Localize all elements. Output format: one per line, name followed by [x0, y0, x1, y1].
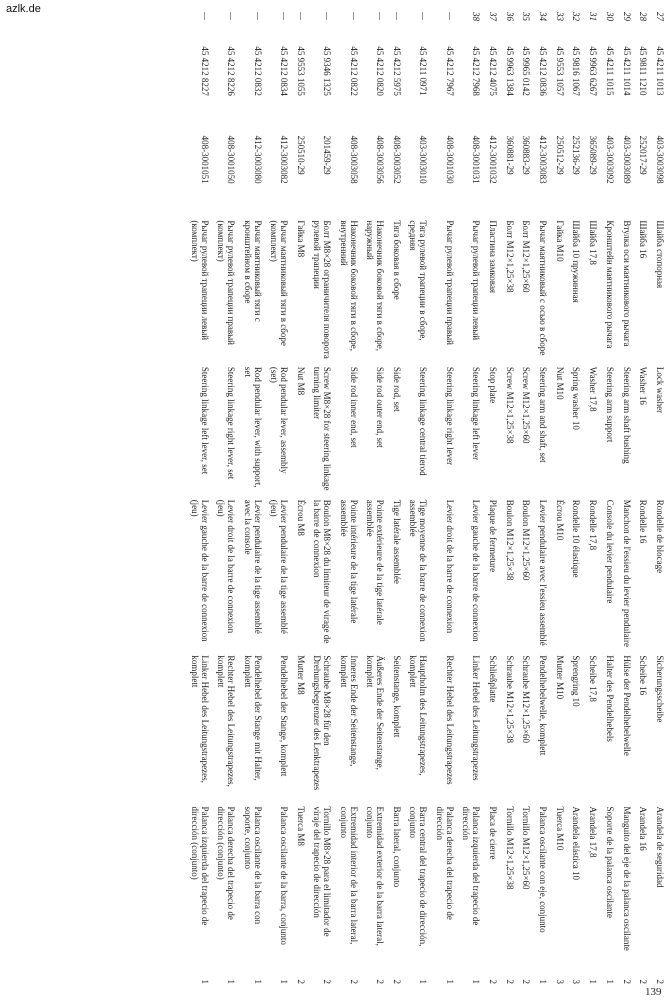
quantity: 1	[199, 979, 210, 984]
name-russian: Втулка оси маятникового рычага	[621, 220, 632, 347]
name-english: Steering linkage central tierod	[418, 366, 429, 476]
name-french: Levier gauche de la barre de connexion (jeu)	[190, 499, 210, 642]
name-english: Nut M10	[554, 366, 565, 400]
table-row	[291, 8, 308, 988]
name-russian: Рычаг рулевой трапеции левый	[471, 220, 482, 341]
ref-number: —	[348, 12, 359, 21]
catalog-number: 412-3001032	[487, 135, 498, 184]
quantity: 1	[226, 979, 237, 984]
name-russian: Болт М8×28 ограничителя поворота рулевой трапеции	[312, 220, 333, 359]
name-english: Side rod outer end, set	[375, 366, 386, 448]
catalog-number: 201459-29	[322, 135, 333, 175]
ref-number: 37	[487, 12, 498, 21]
table-row	[600, 8, 617, 988]
name-german: Pendelhebel der Stange mit Halter, komplett	[242, 655, 263, 781]
name-russian: Наконечник боковой тяги в сборе, наружный	[365, 220, 386, 352]
table-row	[430, 8, 456, 988]
ref-number: 29	[621, 12, 632, 21]
part-number: 45 4212 8227	[199, 46, 210, 96]
name-german: Hauptholm des Leitungstrapezes, komplett	[408, 655, 429, 776]
name-spanish: Soporte de la palanca oscilante	[604, 806, 615, 918]
name-german: Rechter Hebel des Leitungstrapezes, komplett	[216, 655, 237, 787]
quantity: 3	[554, 979, 565, 984]
name-english: Side rod inner end, set	[348, 366, 359, 448]
part-number: 45 9811 1210	[638, 46, 649, 96]
name-french: Rondelle 17,8	[588, 499, 599, 551]
part-number: 45 4212 7968	[471, 46, 482, 96]
part-number: 45 4212 8226	[226, 46, 237, 96]
name-german: Mutter M8	[295, 655, 306, 695]
name-french: Boulon M8×28 du limiteur de virage de la barre de connexion	[312, 499, 333, 644]
name-english: Steering linkage left lever, set	[199, 366, 210, 475]
ref-number: —	[322, 12, 333, 21]
part-number: 45 4212 0820	[375, 46, 386, 96]
catalog-number: 408-3001031	[471, 135, 482, 184]
name-spanish: Tornillo M12×1,25×60	[521, 806, 532, 890]
name-spanish: Manguito del eje de la palanca oscilante	[621, 806, 632, 951]
catalog-number: 408-3003056	[375, 135, 386, 184]
name-russian: Болт М12×1,25×60	[521, 220, 532, 293]
part-number: 45 4212 0822	[348, 46, 359, 96]
part-number: 45 4211 1014	[621, 46, 632, 96]
name-german: Linker Hebel des Leitungstrapezes	[471, 655, 482, 781]
quantity: 1	[604, 979, 615, 984]
quantity: 2	[655, 979, 665, 984]
catalog-number: 360881-29	[504, 135, 515, 175]
watermark: azlk.de	[6, 3, 41, 15]
name-german: Schließplatte	[487, 655, 498, 703]
name-german: Linker Hebel des Leitungstrapezes, komplett	[190, 655, 210, 783]
catalog-number: 252017-29	[638, 135, 649, 175]
catalog-number: 403-3003010	[418, 135, 429, 184]
table-row	[567, 8, 584, 988]
table-row	[500, 8, 517, 988]
table-row	[533, 8, 550, 988]
catalog-number: 403-3003089	[621, 135, 632, 184]
name-spanish: Arandela de seguridad	[655, 806, 665, 888]
table-row	[185, 8, 211, 988]
name-english: Spring washer 10	[571, 366, 582, 430]
table-row	[583, 8, 600, 988]
parts-table-body	[185, 8, 667, 988]
name-french: Pointe extérieure de la tige latérale assemblée	[365, 499, 386, 625]
name-english: Steering linkage left lever	[471, 366, 482, 461]
name-french: Boulon M12×1,25×38	[504, 499, 515, 581]
name-german: Rechter Hebel des Leitungstrapezes	[444, 655, 455, 785]
part-number: 45 9963 1384	[504, 46, 515, 96]
name-english: Screw M8×28 for steering linkage turning limiter	[312, 366, 333, 491]
name-german: Schraube M8×28 für den Drehungsbegrenzer des Lenktrapezes	[312, 655, 333, 791]
table-row	[457, 8, 483, 988]
ref-number: —	[252, 12, 263, 21]
ref-number: 28	[638, 12, 649, 21]
ref-number: 35	[521, 12, 532, 21]
name-german: Sprengring 10	[571, 655, 582, 707]
name-french: Levier pendulaire de la tige assemblé (jeu)	[269, 499, 290, 634]
name-french: Levier pendulaire avec l'essieu assemblé	[537, 499, 548, 646]
name-german: Mutter M10	[554, 655, 565, 700]
catalog-number: 250512-29	[554, 135, 565, 175]
name-russian: Наконечник боковой тяги в сборе, внутренний	[338, 220, 359, 352]
name-russian: Рычаг маятниковый с осью в сборе	[537, 220, 548, 356]
name-french: Console du levier pendulaire	[604, 499, 615, 604]
name-french: Levier pendulaire de la tige assemblé avec la console	[242, 499, 263, 634]
name-russian: Пластина замковая	[487, 220, 498, 294]
name-french: Tige moyenne de la barre de connexion assemblée	[408, 499, 429, 642]
part-number: 45 4212 7967	[444, 46, 455, 96]
quantity: 1	[588, 979, 599, 984]
name-spanish: Tornillo M12×1,25×38	[504, 806, 515, 890]
quantity: 2	[348, 979, 359, 984]
name-german: Pendelhebel der Stange, komplett	[279, 655, 290, 777]
name-french: Écrou M8	[295, 499, 306, 536]
name-french: Rondelle 10 élastique	[571, 499, 582, 578]
catalog-number: 408-3003058	[348, 135, 359, 184]
ref-number: 30	[604, 12, 615, 21]
part-number: 45 9553 1055	[295, 46, 306, 96]
quantity: 1	[252, 979, 263, 984]
name-german: Scheibe 17,8	[588, 655, 599, 702]
name-french: Tige latérale assemblée	[391, 499, 402, 584]
catalog-number: 408-3001030	[444, 135, 455, 184]
name-french: Manchon de l'essieu du levier pendulaire	[621, 499, 632, 648]
quantity: 1	[444, 979, 455, 984]
name-spanish: Arandela 17,8	[588, 806, 599, 858]
name-russian: Кронштейн маятникового рычага	[604, 220, 615, 349]
catalog-number: 360883-29	[521, 135, 532, 175]
name-spanish: Extremidad exterior de la barra lateral, conjunto	[365, 806, 386, 946]
name-spanish: Palanca oscilante con eje, conjunto	[537, 806, 548, 933]
name-french: Rondelle 16	[638, 499, 649, 544]
part-number: 45 4212 4075	[487, 46, 498, 96]
quantity: 1	[471, 979, 482, 984]
table-row	[265, 8, 291, 988]
table-row	[617, 8, 634, 988]
name-russian: Болт М12×1,25×38	[504, 220, 515, 293]
catalog-number: 403-3003098	[655, 135, 665, 184]
ref-number: —	[226, 12, 237, 21]
catalog-number: 408-3001050	[226, 135, 237, 184]
quantity: 3	[571, 979, 582, 984]
catalog-number: 412-3003083	[537, 135, 548, 184]
table-row	[361, 8, 387, 988]
quantity: 2	[322, 979, 333, 984]
catalog-number: 250510-29	[295, 135, 306, 175]
name-russian: Рычаг рулевой трапеции левый (комплект)	[190, 220, 210, 341]
name-french: Pointe intérieure de la tige latérale assemblée	[338, 499, 359, 624]
name-german: Pendelhebelwelle, komplett	[537, 655, 548, 756]
name-english: Washer 17,8	[588, 366, 599, 412]
catalog-number: 412-3003082	[279, 135, 290, 184]
name-russian: Шайба стопорная	[655, 220, 665, 289]
ref-number: —	[444, 12, 455, 21]
name-russian: Тяга рулевой трапеции в сборе, средняя	[408, 220, 429, 341]
quantity: 2	[295, 979, 306, 984]
table-row	[550, 8, 567, 988]
name-russian: Шайба 16	[638, 220, 649, 259]
table-row	[212, 8, 238, 988]
ref-number: —	[295, 12, 306, 21]
name-spanish: Placa de cierre	[487, 806, 498, 860]
name-german: Hülse der Pendelhebelwelle	[621, 655, 632, 756]
part-number: 45 4212 0834	[279, 46, 290, 96]
name-german: Seitenstange, komplett	[391, 655, 402, 738]
name-russian: Шайба 10 пружинная	[571, 220, 582, 303]
ref-number: —	[418, 12, 429, 21]
name-german: Inneres Ende der Seitenstange, komplett	[338, 655, 359, 767]
part-number: 45 4211 1015	[604, 46, 615, 96]
name-english: Rod pendular lever, assembly (set)	[269, 366, 290, 474]
name-german: Schraube M12×1,25×60	[521, 655, 532, 744]
name-german: Äußeres Ende der Seitenstange, komplett	[365, 655, 386, 770]
name-russian: Рычаг рулевой трапеции правый (комплект)	[216, 220, 237, 345]
quantity: 2	[521, 979, 532, 984]
table-row	[483, 8, 500, 988]
ref-number: —	[391, 12, 402, 21]
catalog-number: 412-3003080	[252, 135, 263, 184]
catalog-number: 408-3003052	[391, 135, 402, 184]
name-english: Stop plate	[487, 366, 498, 404]
name-spanish: Tornillo M8×28 para el limitador de viraje del trapecio de dirección	[312, 806, 333, 937]
page-number: 139	[645, 986, 662, 998]
name-english: Lock washer	[655, 366, 665, 414]
quantity: 2	[504, 979, 515, 984]
table-row	[238, 8, 264, 988]
parts-list-rotated	[7, 8, 667, 988]
part-number: 45 9963 6267	[588, 46, 599, 96]
name-spanish: Palanca derecha del trapecio de dirección	[434, 806, 455, 920]
name-french: Levier droit de la barre de connexion (jeu)	[216, 499, 237, 634]
name-french: Rondelle de blocage	[655, 499, 665, 574]
quantity: 2	[621, 979, 632, 984]
name-russian: Гайка М10	[554, 220, 565, 262]
catalog-number: 252136-29	[571, 135, 582, 175]
quantity: 2	[375, 979, 386, 984]
name-spanish: Tuerca M10	[554, 806, 565, 851]
name-spanish: Barra lateral, conjunto	[391, 806, 402, 888]
name-english: Steering arm and shaft, set	[537, 366, 548, 463]
table-row	[308, 8, 334, 988]
quantity: 2	[638, 979, 649, 984]
part-number: 45 4212 0836	[537, 46, 548, 96]
name-english: Nut M8	[295, 366, 306, 396]
parts-table	[185, 8, 667, 988]
ref-number: —	[279, 12, 290, 21]
ref-number: —	[199, 12, 210, 21]
name-french: Levier droit de la barre de connexion	[444, 499, 455, 634]
quantity: 2	[487, 979, 498, 984]
name-spanish: Barra central del trapecio de dirección, conjunto	[408, 806, 429, 947]
name-english: Screw M12×1,25×38	[504, 366, 515, 444]
name-english: Screw M12×1,25×60	[521, 366, 532, 444]
name-russian: Тяга боковая в сборе	[391, 220, 402, 300]
name-french: Plaque de fermeture	[487, 499, 498, 573]
table-row	[517, 8, 534, 988]
name-spanish: Palanca izquierda del trapecio de dirección (conjunto)	[190, 806, 210, 926]
quantity: 1	[537, 979, 548, 984]
catalog-number: 408-3001051	[199, 135, 210, 184]
name-german: Sicherungsscheibe	[655, 655, 665, 723]
quantity: 1	[418, 979, 429, 984]
name-english: Rod pendular lever, with support, set	[242, 366, 263, 488]
ref-number: 38	[471, 12, 482, 21]
ref-number: 31	[588, 12, 599, 21]
ref-number: 34	[537, 12, 548, 21]
name-russian: Гайка М8	[295, 220, 306, 258]
name-german: Schraube M12×1,25×38	[504, 655, 515, 744]
table-row	[334, 8, 360, 988]
name-english: Steering linkage right lever, set	[226, 366, 237, 480]
name-russian: Шайба 17,8	[588, 220, 599, 265]
ref-number: 36	[504, 12, 515, 21]
part-number: 45 4211 1013	[655, 46, 665, 96]
part-number: 45 9553 1057	[554, 46, 565, 96]
table-row	[650, 8, 667, 988]
name-german: Halter des Pendelhebels	[604, 655, 615, 742]
catalog-number: 403-3003092	[604, 135, 615, 184]
part-number: 45 4211 0971	[418, 46, 429, 96]
ref-number: —	[375, 12, 386, 21]
name-french: Boulon M12×1,25×60	[521, 499, 532, 581]
name-spanish: Palanca derecha del trapecio de dirección (conjunto)	[216, 806, 237, 920]
name-french: Levier gauche de la barre de connexion	[471, 499, 482, 642]
part-number: 45 4212 0832	[252, 46, 263, 96]
name-english: Steering arm support	[604, 366, 615, 443]
name-spanish: Palanca oscilante de la barra, conjunto	[279, 806, 290, 945]
table-row	[404, 8, 430, 988]
name-english: Washer 16	[638, 366, 649, 405]
table-row	[634, 8, 651, 988]
part-number: 45 9816 1067	[571, 46, 582, 96]
name-russian: Рычаг рулевой трапеции правый	[444, 220, 455, 345]
name-spanish: Palanca izquierda del trapecio de dirección	[461, 806, 482, 926]
ref-number: 32	[571, 12, 582, 21]
part-number: 45 9965 0142	[521, 46, 532, 96]
name-spanish: Extremidad interior de la barra lateral, conjunto	[338, 806, 359, 945]
name-russian: Рычаг маятниковый тяги в сборе (комплект)	[269, 220, 290, 346]
name-spanish: Arandela 16	[638, 806, 649, 851]
name-spanish: Tuerca M8	[295, 806, 306, 846]
catalog-number: 365089-29	[588, 135, 599, 175]
table-row	[387, 8, 404, 988]
name-german: Scheibe 16	[638, 655, 649, 696]
name-spanish: Arandela elástica 10	[571, 806, 582, 880]
ref-number: 27	[655, 12, 665, 21]
ref-number: 33	[554, 12, 565, 21]
part-number: 45 9346 1325	[322, 46, 333, 96]
quantity: 2	[391, 979, 402, 984]
name-english: Side rod, set	[391, 366, 402, 412]
name-spanish: Palanca oscilante de la barra con soporte, conjunto	[242, 806, 263, 925]
name-french: Écrou M10	[554, 499, 565, 541]
name-english: Steering linkage right lever	[444, 366, 455, 466]
quantity: 1	[279, 979, 290, 984]
name-russian: Рычаг маятниковый тяги с кронштейном в сборе	[242, 220, 263, 322]
name-english: Steering arm shaft bushing	[621, 366, 632, 464]
part-number: 45 4212 5975	[391, 46, 402, 96]
